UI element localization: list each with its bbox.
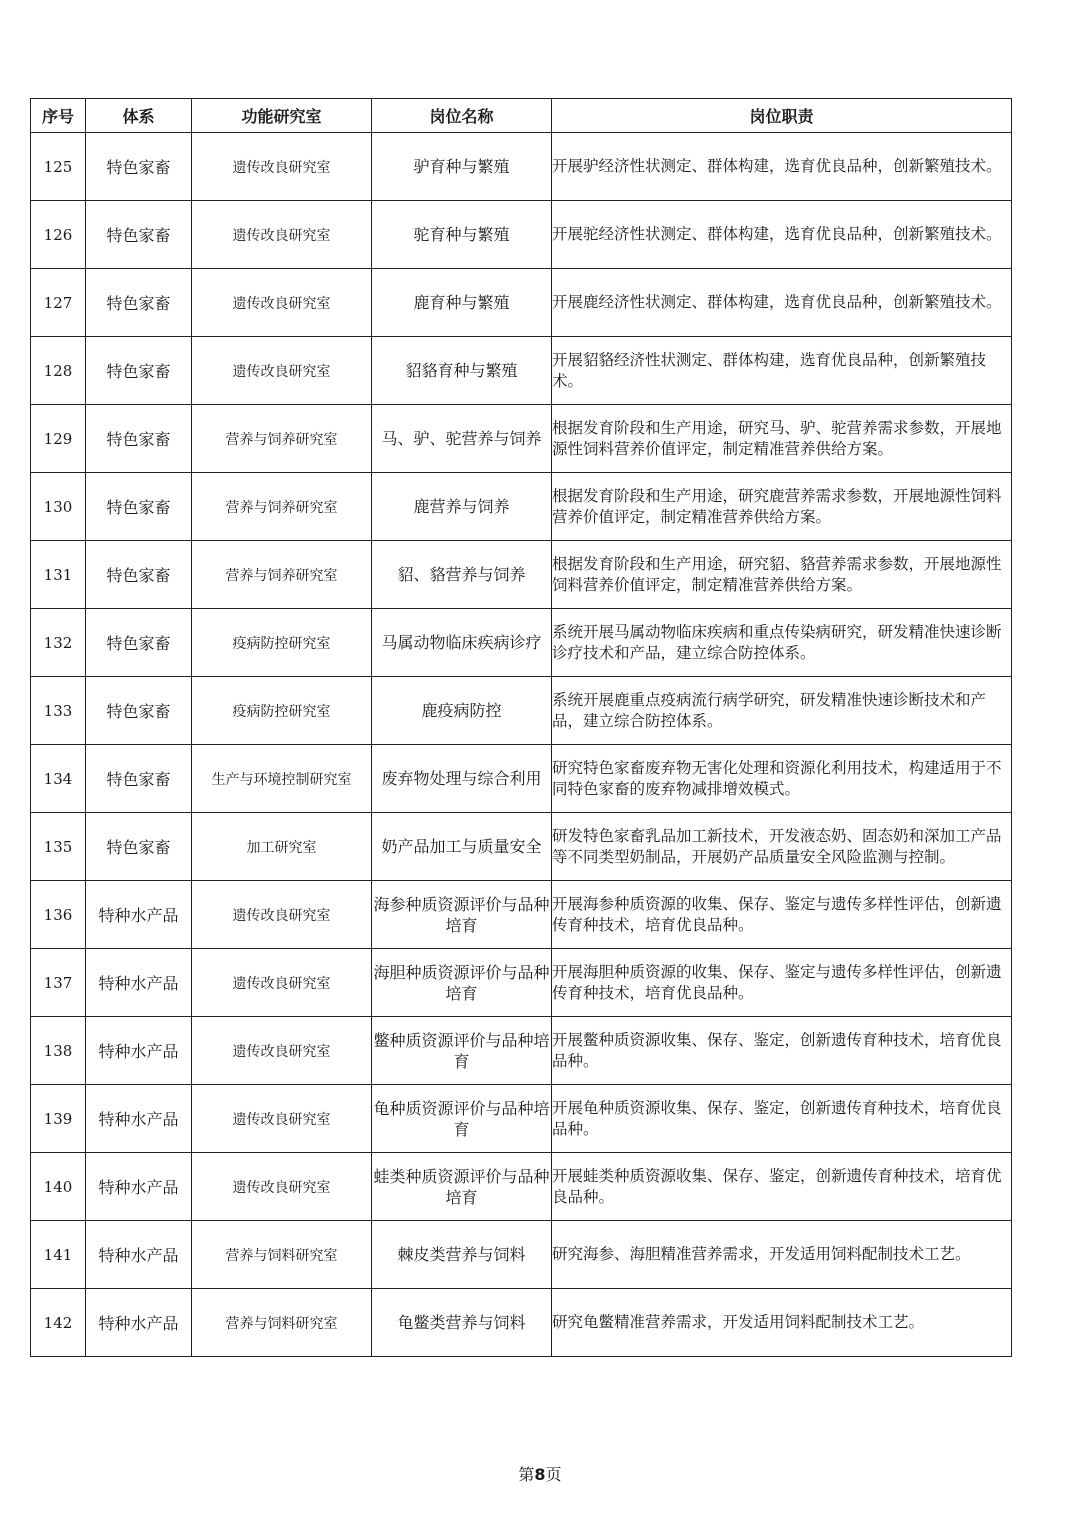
cell-lab: 遗传改良研究室 (192, 1153, 372, 1221)
cell-system: 特色家畜 (86, 745, 192, 813)
cell-position-name: 海胆种质资源评价与品种培育 (372, 949, 552, 1017)
cell-position-name: 鹿营养与饲养 (372, 473, 552, 541)
cell-serial-number: 127 (31, 269, 86, 337)
cell-system: 特色家畜 (86, 541, 192, 609)
header-duty: 岗位职责 (552, 99, 1012, 133)
cell-lab: 遗传改良研究室 (192, 337, 372, 405)
table-row (31, 745, 1012, 813)
table-row (31, 1221, 1012, 1289)
cell-serial-number: 132 (31, 609, 86, 677)
table-row (31, 1085, 1012, 1153)
cell-position-name: 龟鳖类营养与饲料 (372, 1289, 552, 1357)
cell-duty: 开展蛙类种质资源收集、保存、鉴定，创新遗传育种技术，培育优良品种。 (552, 1153, 1012, 1221)
cell-position-name: 驴育种与繁殖 (372, 133, 552, 201)
position-table (30, 98, 1012, 1357)
header-lab: 功能研究室 (192, 99, 372, 133)
cell-serial-number: 131 (31, 541, 86, 609)
cell-position-name: 棘皮类营养与饲料 (372, 1221, 552, 1289)
cell-lab: 遗传改良研究室 (192, 1085, 372, 1153)
cell-duty: 开展龟种质资源收集、保存、鉴定，创新遗传育种技术，培育优良品种。 (552, 1085, 1012, 1153)
cell-system: 特色家畜 (86, 473, 192, 541)
table-row (31, 337, 1012, 405)
cell-position-name: 蛙类种质资源评价与品种培育 (372, 1153, 552, 1221)
cell-position-name: 海参种质资源评价与品种培育 (372, 881, 552, 949)
table-row (31, 541, 1012, 609)
table-row (31, 609, 1012, 677)
cell-system: 特色家畜 (86, 269, 192, 337)
cell-position-name: 马属动物临床疾病诊疗 (372, 609, 552, 677)
cell-duty: 开展鹿经济性状测定、群体构建，选育优良品种，创新繁殖技术。 (552, 269, 1012, 337)
cell-lab: 生产与环境控制研究室 (192, 745, 372, 813)
cell-serial-number: 129 (31, 405, 86, 473)
cell-serial-number: 134 (31, 745, 86, 813)
cell-serial-number: 140 (31, 1153, 86, 1221)
cell-system: 特种水产品 (86, 1085, 192, 1153)
table-header-row (31, 99, 1012, 133)
cell-lab: 加工研究室 (192, 813, 372, 881)
header-position-name: 岗位名称 (372, 99, 552, 133)
cell-duty: 根据发育阶段和生产用途，研究鹿营养需求参数，开展地源性饲料营养价值评定，制定精准营养供给方案。 (552, 473, 1012, 541)
cell-serial-number: 135 (31, 813, 86, 881)
table-row (31, 405, 1012, 473)
table-row (31, 269, 1012, 337)
cell-serial-number: 142 (31, 1289, 86, 1357)
cell-serial-number: 139 (31, 1085, 86, 1153)
cell-position-name: 废弃物处理与综合利用 (372, 745, 552, 813)
table-row (31, 473, 1012, 541)
cell-duty: 研究海参、海胆精准营养需求，开发适用饲料配制技术工艺。 (552, 1221, 1012, 1289)
table-row (31, 949, 1012, 1017)
table-row (31, 201, 1012, 269)
table-row (31, 1017, 1012, 1085)
cell-lab: 营养与饲养研究室 (192, 473, 372, 541)
cell-serial-number: 125 (31, 133, 86, 201)
cell-lab: 遗传改良研究室 (192, 201, 372, 269)
cell-duty: 开展海胆种质资源的收集、保存、鉴定与遗传多样性评估，创新遗传育种技术，培育优良品种。 (552, 949, 1012, 1017)
cell-position-name: 龟种质资源评价与品种培育 (372, 1085, 552, 1153)
cell-lab: 遗传改良研究室 (192, 949, 372, 1017)
header-serial-number: 序号 (31, 99, 86, 133)
cell-serial-number: 141 (31, 1221, 86, 1289)
footer-suffix: 页 (545, 1465, 562, 1484)
table-row (31, 1289, 1012, 1357)
cell-lab: 营养与饲料研究室 (192, 1289, 372, 1357)
table-body (31, 133, 1012, 1357)
cell-position-name: 鳖种质资源评价与品种培育 (372, 1017, 552, 1085)
cell-system: 特色家畜 (86, 677, 192, 745)
cell-system: 特色家畜 (86, 609, 192, 677)
cell-serial-number: 126 (31, 201, 86, 269)
cell-system: 特色家畜 (86, 133, 192, 201)
cell-position-name: 驼育种与繁殖 (372, 201, 552, 269)
cell-duty: 开展海参种质资源的收集、保存、鉴定与遗传多样性评估，创新遗传育种技术，培育优良品种。 (552, 881, 1012, 949)
cell-system: 特种水产品 (86, 1289, 192, 1357)
cell-serial-number: 133 (31, 677, 86, 745)
cell-serial-number: 137 (31, 949, 86, 1017)
cell-duty: 开展驼经济性状测定、群体构建，选育优良品种，创新繁殖技术。 (552, 201, 1012, 269)
cell-duty: 根据发育阶段和生产用途，研究貂、貉营养需求参数，开展地源性饲料营养价值评定，制定精准营养供给方案。 (552, 541, 1012, 609)
cell-lab: 遗传改良研究室 (192, 1017, 372, 1085)
cell-system: 特种水产品 (86, 949, 192, 1017)
cell-duty: 研究特色家畜废弃物无害化处理和资源化利用技术，构建适用于不同特色家畜的废弃物减排增效模式。 (552, 745, 1012, 813)
cell-position-name: 鹿疫病防控 (372, 677, 552, 745)
cell-system: 特种水产品 (86, 1017, 192, 1085)
cell-lab: 营养与饲养研究室 (192, 541, 372, 609)
cell-position-name: 貂、貉营养与饲养 (372, 541, 552, 609)
cell-system: 特种水产品 (86, 881, 192, 949)
cell-lab: 遗传改良研究室 (192, 881, 372, 949)
header-system: 体系 (86, 99, 192, 133)
cell-duty: 根据发育阶段和生产用途，研究马、驴、驼营养需求参数，开展地源性饲料营养价值评定，制定精准营养供给方案。 (552, 405, 1012, 473)
cell-position-name: 鹿育种与繁殖 (372, 269, 552, 337)
cell-lab: 营养与饲养研究室 (192, 405, 372, 473)
cell-lab: 遗传改良研究室 (192, 133, 372, 201)
cell-duty: 研究龟鳖精准营养需求，开发适用饲料配制技术工艺。 (552, 1289, 1012, 1357)
cell-lab: 疫病防控研究室 (192, 609, 372, 677)
cell-serial-number: 136 (31, 881, 86, 949)
cell-system: 特种水产品 (86, 1221, 192, 1289)
page-number: 8 (534, 1465, 546, 1484)
cell-serial-number: 138 (31, 1017, 86, 1085)
cell-system: 特色家畜 (86, 201, 192, 269)
cell-duty: 研发特色家畜乳品加工新技术，开发液态奶、固态奶和深加工产品等不同类型奶制品，开展奶产品质量安全风险监测与控制。 (552, 813, 1012, 881)
cell-system: 特色家畜 (86, 813, 192, 881)
table-row (31, 133, 1012, 201)
cell-system: 特种水产品 (86, 1153, 192, 1221)
cell-duty: 系统开展鹿重点疫病流行病学研究，研发精准快速诊断技术和产品，建立综合防控体系。 (552, 677, 1012, 745)
table-row (31, 677, 1012, 745)
cell-system: 特色家畜 (86, 405, 192, 473)
cell-lab: 疫病防控研究室 (192, 677, 372, 745)
page-footer (0, 1462, 1080, 1485)
cell-serial-number: 128 (31, 337, 86, 405)
cell-position-name: 马、驴、驼营养与饲养 (372, 405, 552, 473)
cell-position-name: 奶产品加工与质量安全 (372, 813, 552, 881)
footer-prefix: 第 (518, 1465, 535, 1484)
cell-duty: 开展貂貉经济性状测定、群体构建，选育优良品种，创新繁殖技术。 (552, 337, 1012, 405)
table-row (31, 881, 1012, 949)
cell-lab: 营养与饲料研究室 (192, 1221, 372, 1289)
table-row (31, 1153, 1012, 1221)
table-row (31, 813, 1012, 881)
cell-system: 特色家畜 (86, 337, 192, 405)
cell-duty: 系统开展马属动物临床疾病和重点传染病研究，研发精准快速诊断诊疗技术和产品，建立综合防控体系。 (552, 609, 1012, 677)
cell-position-name: 貂貉育种与繁殖 (372, 337, 552, 405)
cell-lab: 遗传改良研究室 (192, 269, 372, 337)
cell-duty: 开展驴经济性状测定、群体构建，选育优良品种，创新繁殖技术。 (552, 133, 1012, 201)
cell-duty: 开展鳖种质资源收集、保存、鉴定，创新遗传育种技术，培育优良品种。 (552, 1017, 1012, 1085)
cell-serial-number: 130 (31, 473, 86, 541)
